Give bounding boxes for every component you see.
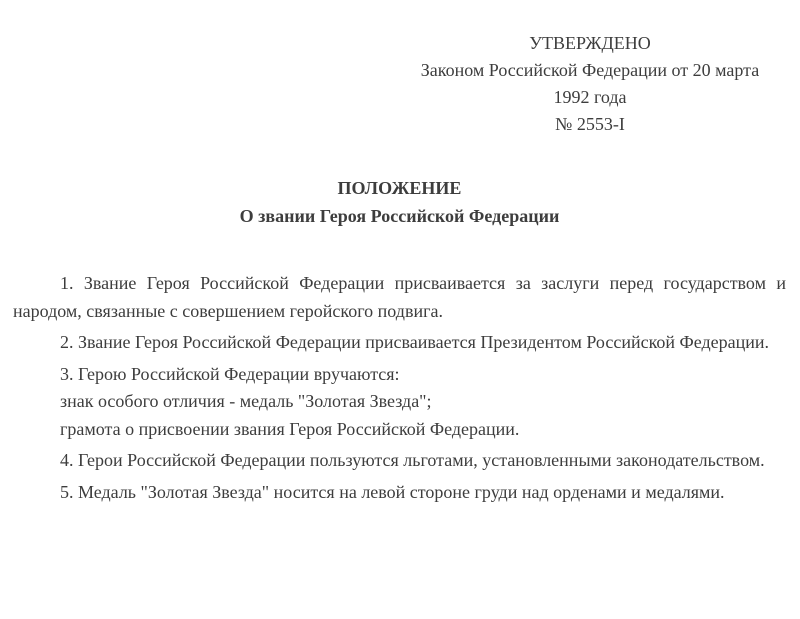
paragraph-5: 5. Медаль "Золотая Звезда" носится на левой стороне груди над орденами и медалями. — [60, 481, 725, 502]
document-body — [13, 270, 786, 506]
document-title: ПОЛОЖЕНИЕ — [337, 178, 462, 198]
approval-block — [394, 30, 786, 138]
paragraph-4: 4. Герои Российской Федерации пользуются льготами, установленными законодательством. — [60, 450, 765, 470]
paragraph-3-item-badge: знак особого отличия - медаль "Золотая Звезда"; — [60, 391, 432, 411]
paragraph-1: 1. Звание Героя Российской Федерации присваивается за заслуги перед государством и народом, связанные с совершением геройского подвига. — [13, 273, 786, 321]
paragraph-2: 2. Звание Героя Российской Федерации присваивается Президентом Российской Федерации. — [60, 332, 770, 352]
paragraph-3: 3. Герою Российской Федерации вручаются: — [60, 363, 400, 384]
approval-line-number: № 2553-I — [555, 114, 625, 134]
title-block — [13, 174, 786, 230]
approval-line-law: Законом Российской Федерации от 20 марта — [420, 60, 760, 80]
paragraph-3-item-diploma: грамота о присвоении звания Героя Российской Федерации. — [60, 418, 520, 439]
approval-line-year: 1992 года — [553, 87, 627, 107]
document-subtitle: О звании Героя Российской Федерации — [239, 206, 560, 226]
approval-line-approved: УТВЕРЖДЕНО — [529, 33, 651, 53]
